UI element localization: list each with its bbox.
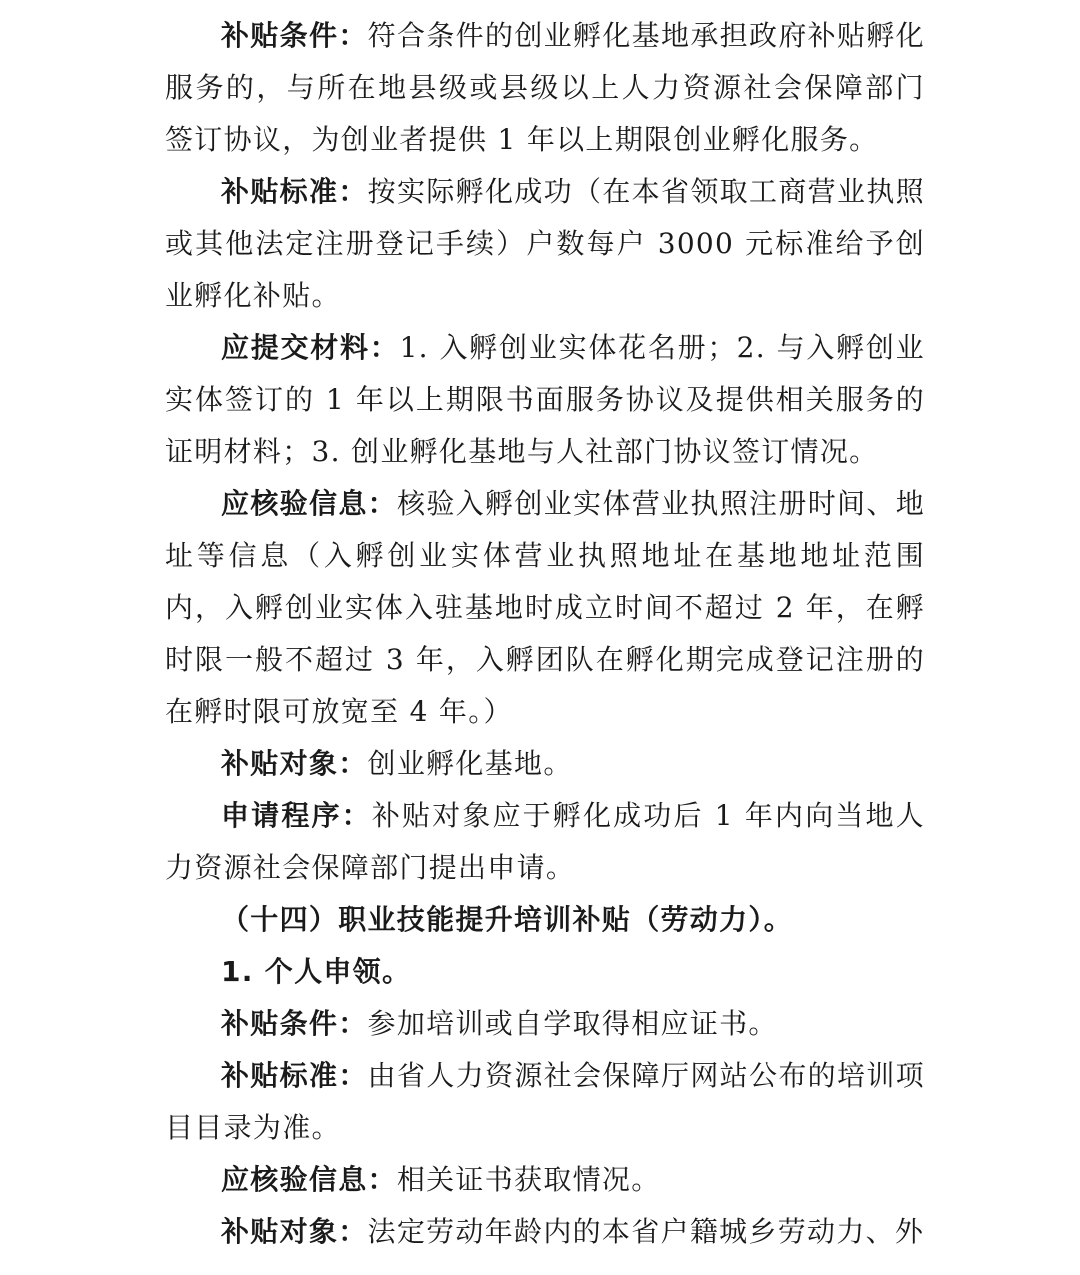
paragraph-required-materials [165,322,925,478]
sub-heading: 1. 个人申领。 [221,955,412,988]
paragraph-verification-info [165,478,925,738]
paragraph-subsidy-standard [165,166,925,322]
paragraph-training-standard [165,1050,925,1154]
section-heading: （十四）职业技能提升培训补贴（劳动力）。 [221,903,794,936]
paragraph-label: 应核验信息： [221,487,398,520]
paragraph-training-conditions [165,998,925,1050]
paragraph-application-procedure [165,790,925,894]
paragraph-label: 补贴条件： [221,19,368,52]
paragraph-label: 申请程序： [221,799,372,832]
paragraph-label: 补贴标准： [221,1059,368,1092]
paragraph-label: 应提交材料： [221,331,400,364]
document-page [165,10,925,1258]
paragraph-text: 相关证书获取情况。 [396,1163,661,1196]
paragraph-text: 由省人力资源社会保障厅网站公布的培训项目目录为准。 [165,1059,925,1144]
paragraph-text: 创业孵化基地。 [367,747,573,780]
paragraph-text: 1. 入孵创业实体花名册；2. 与入孵创业实体签订的 1 年以上期限书面服务协议及提供相关服务的证明材料；3. 创业孵化基地与人社部门协议签订情况。 [165,331,925,468]
paragraph-label: 补贴条件： [221,1007,368,1040]
paragraph-training-target [165,1206,925,1258]
paragraph-text: 法定劳动年龄内的本省户籍城乡劳动力、外 [367,1215,925,1248]
paragraph-label: 补贴对象： [221,1215,368,1248]
paragraph-text: 符合条件的创业孵化基地承担政府补贴孵化服务的，与所在地县级或县级以上人力资源社会保障部门签订协议，为创业者提供 1 年以上期限创业孵化服务。 [165,19,925,156]
paragraph-text: 参加培训或自学取得相应证书。 [367,1007,778,1040]
paragraph-text: 补贴对象应于孵化成功后 1 年内向当地人力资源社会保障部门提出申请。 [165,799,925,884]
paragraph-label: 应核验信息： [221,1163,397,1196]
paragraph-label: 补贴标准： [221,175,368,208]
paragraph-label: 补贴对象： [221,747,368,780]
paragraph-subsidy-target [165,738,925,790]
paragraph-subsidy-conditions [165,10,925,166]
paragraph-training-verification [165,1154,925,1206]
paragraph-text: 核验入孵创业实体营业执照注册时间、地址等信息（入孵创业实体营业执照地址在基地地址范围内，入孵创业实体入驻基地时成立时间不超过 2 年，在孵时限一般不超过 3 年，入孵团队在孵化期完成登记注册的在孵时限可放宽至 4 年。） [165,487,925,728]
paragraph-text: 按实际孵化成功（在本省领取工商营业执照或其他法定注册登记手续）户数每户 3000 元标准给予创业孵化补贴。 [165,175,925,312]
